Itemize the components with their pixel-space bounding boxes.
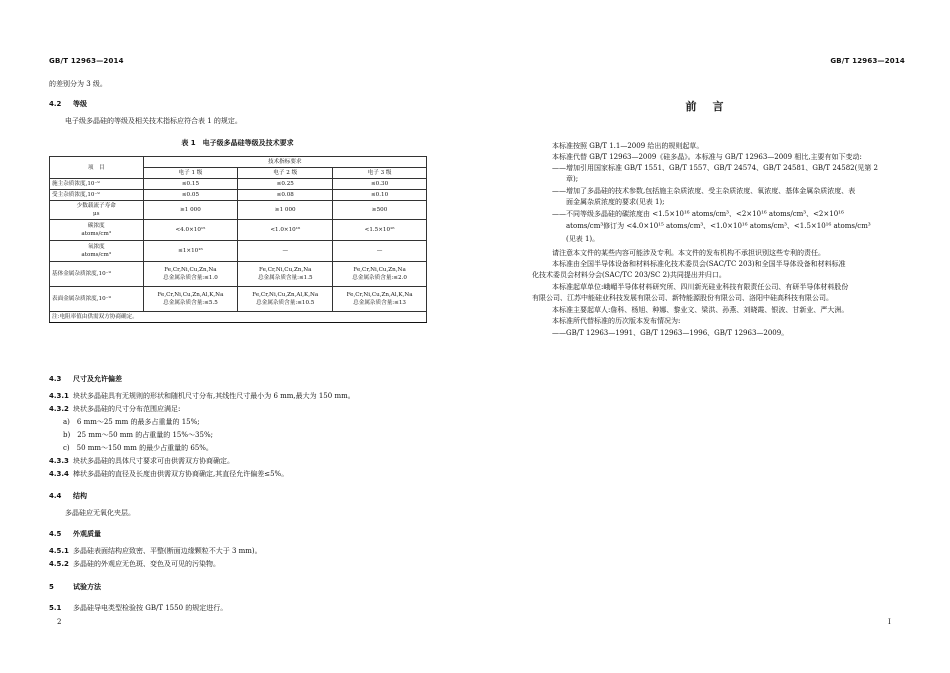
table-row	[50, 262, 427, 287]
foreword-line: ——不同等级多晶硅的碳浓度由 <1.5×10¹⁶ atoms/cm³、<2×10¹⁶ atoms/cm³、<2×10¹⁶	[552, 210, 844, 218]
row-label: 施主杂质浓度,10⁻⁹	[50, 179, 144, 190]
table-cell: <4.0×10¹⁵	[143, 220, 238, 241]
section-title: 外观质量	[73, 530, 101, 538]
foreword-line: 请注意本文件的某些内容可能涉及专利。本文件的发布机构不承担识别这些专利的责任。	[552, 249, 825, 257]
foreword-line: 有限公司、江苏中能硅业科技发展有限公司、新特能源股份有限公司、洛阳中硅高科技有限公司。	[532, 294, 833, 302]
section-number: 5	[49, 583, 54, 591]
section-number: 4.3	[49, 375, 62, 383]
clause-text: 多晶硅导电类型检验按 GB/T 1550 的规定进行。	[73, 604, 228, 612]
clause-number: 4.3.4	[49, 470, 69, 478]
table-cell: ≥500	[333, 201, 427, 220]
spec-table	[49, 156, 427, 323]
clause-number: 4.3.2	[49, 405, 69, 413]
foreword-line: (见表 1)。	[566, 235, 600, 243]
table-cell: ≤0.08	[238, 190, 333, 201]
table-cell: Fe,Cr,Ni,Cu,Zn,Na 总金属杂质含量:≤2.0	[333, 262, 427, 287]
section-title: 结构	[73, 492, 87, 500]
table-note: 注:电阻率值由供需双方协商确定。	[50, 312, 427, 323]
grade-header: 电子 1 级	[143, 168, 238, 179]
clause-text: 块状多晶硅具有无规则的形状和随机尺寸分布,其线性尺寸最小为 6 mm,最大为 150 mm。	[73, 392, 355, 400]
foreword-line: ——增加引用国家标准 GB/T 1551、GB/T 1557、GB/T 24574、GB/T 24581、GB/T 24582(见第 2	[552, 164, 879, 172]
table-note-row	[50, 312, 427, 323]
table-cell: <1.5×10¹⁶	[333, 220, 427, 241]
clause-number: 4.5.2	[49, 560, 69, 568]
section-number: 4.5	[49, 530, 62, 538]
table-cell: ≤0.15	[143, 179, 238, 190]
list-item-a: a) 6 mm～25 mm 的最多占重量的 15%;	[63, 418, 200, 426]
table-row	[50, 241, 427, 262]
table-cell: ≤0.05	[143, 190, 238, 201]
foreword-line: ——GB/T 12963—1991、GB/T 12963—1996、GB/T 12963—2009。	[552, 329, 789, 337]
table-cell: Fe,Cr,Ni,Cu,Zn,Na 总金属杂质含量:≤1.5	[238, 262, 333, 287]
clause-text: 棒状多晶硅的直径及长度由供需双方协商确定,其直径允许偏差≤5%。	[73, 470, 289, 478]
clause-4-5-2	[49, 560, 220, 569]
clause-4-3-1	[49, 392, 355, 401]
table-row	[50, 220, 427, 241]
clause-4-3-4	[49, 470, 288, 479]
table-cell: Fe,Cr,Ni,Cu,Zn,Al,K,Na 总金属杂质含量:≤5.5	[143, 287, 238, 312]
foreword-line: atoms/cm³修订为 <4.0×10¹⁵ atoms/cm³、<1.0×10¹⁶ atoms/cm³、<1.5×10¹⁶ atoms/cm³	[566, 222, 871, 230]
right-page	[475, 0, 950, 673]
table-cell: Fe,Cr,Ni,Cu,Zn,Na 总金属杂质含量:≤1.0	[143, 262, 238, 287]
foreword-line: 本标准所代替标准的历次版本发布情况为:	[552, 317, 681, 325]
clause-number: 4.3.3	[49, 457, 69, 465]
section-4-3-heading	[49, 374, 122, 384]
section-4-2-text: 电子级多晶硅的等级及相关技术指标应符合表 1 的规定。	[65, 117, 242, 125]
list-item-b: b) 25 mm～50 mm 的占重量的 15%～35%;	[63, 431, 213, 439]
clause-5-1	[49, 604, 227, 613]
left-page-number: 2	[57, 618, 62, 626]
foreword-line: ——增加了多晶硅的技术参数,包括施主杂质浓度、受主杂质浓度、氧浓度、基体金属杂质浓度、表	[552, 187, 856, 195]
foreword-line: 面金属杂质浓度的要求(见表 1);	[566, 198, 665, 206]
table-row	[50, 201, 427, 220]
table-row	[50, 287, 427, 312]
list-item-c: c) 50 mm～150 mm 的最少占重量的 65%。	[63, 444, 213, 452]
table-cell: ≤0.10	[333, 190, 427, 201]
table-row	[50, 179, 427, 190]
section-5-heading	[49, 582, 101, 592]
table-caption: 表 1 电子级多晶硅等级及技术要求	[181, 139, 294, 147]
clause-number: 5.1	[49, 604, 62, 612]
table-cell: Fe,Cr,Ni,Cu,Zn,Al,K,Na 总金属杂质含量:≤13	[333, 287, 427, 312]
foreword-line: 本标准按照 GB/T 1.1—2009 给出的规则起草。	[552, 142, 704, 150]
section-number: 4.2	[49, 100, 62, 108]
table-cell: <1.0×10¹⁶	[238, 220, 333, 241]
section-number: 4.4	[49, 492, 62, 500]
clause-4-3-2	[49, 405, 180, 414]
section-4-4-heading	[49, 491, 87, 501]
section-4-4-text: 多晶硅应无氧化夹层。	[65, 509, 135, 517]
foreword-title: 前言	[685, 100, 740, 113]
clause-text: 多晶硅的外观应无色斑、变色及可见的污染物。	[73, 560, 220, 568]
foreword-line: 本标准代替 GB/T 12963—2009《硅多晶》。本标准与 GB/T 12963—2009 相比,主要有如下变动:	[552, 153, 862, 161]
col-group-header: 技术指标要求	[143, 157, 426, 168]
col-item-header: 项 目	[50, 157, 144, 179]
table-cell: ≥1 000	[143, 201, 238, 220]
clause-4-3-3	[49, 457, 234, 466]
table-cell: —	[333, 241, 427, 262]
table-header-row	[50, 157, 427, 168]
clause-text: 多晶硅表面结构应致密、平整(断面边缘颗粒不大于 3 mm)。	[73, 547, 262, 555]
section-title: 试验方法	[73, 583, 101, 591]
table-cell: —	[238, 241, 333, 262]
row-label: 氧浓度 atoms/cm³	[50, 241, 144, 262]
grade-header: 电子 2 级	[238, 168, 333, 179]
clause-number: 4.3.1	[49, 392, 69, 400]
table-cell: ≤0.30	[333, 179, 427, 190]
foreword-line: 本标准起草单位:峨嵋半导体材料研究所、四川新光硅业科技有限责任公司、有研半导体材料股份	[552, 283, 849, 291]
right-page-header: GB/T 12963—2014	[830, 57, 905, 65]
clause-4-5-1	[49, 547, 262, 556]
table-cell: ≤1×10¹⁶	[143, 241, 238, 262]
table-row	[50, 190, 427, 201]
foreword-line: 本标准主要起草人:詹科、杨旭、种娜、黎业文、梁洪、孙燕、刘晓霞、银波、甘新业、严大洲。	[552, 306, 849, 314]
section-4-5-heading	[49, 529, 101, 539]
row-label: 基体金属杂质浓度,10⁻⁹	[50, 262, 144, 287]
table-cell: ≥1 000	[238, 201, 333, 220]
foreword-line: 化技术委员会材料分会(SAC/TC 203/SC 2)共同提出并归口。	[532, 271, 726, 279]
section-title: 等级	[73, 100, 87, 108]
table-cell: ≤0.25	[238, 179, 333, 190]
clause-text: 块状多晶硅的具体尺寸要求可由供需双方协商确定。	[73, 457, 234, 465]
section-title: 尺寸及允许偏差	[73, 375, 122, 383]
row-label: 碳浓度 atoms/cm³	[50, 220, 144, 241]
left-page-header: GB/T 12963—2014	[49, 57, 124, 65]
grade-header: 电子 3 级	[333, 168, 427, 179]
right-page-number: I	[888, 618, 891, 626]
clause-text: 块状多晶硅的尺寸分布范围应满足:	[73, 405, 181, 413]
lead-line: 的差别分为 3 级。	[49, 80, 107, 88]
clause-number: 4.5.1	[49, 547, 69, 555]
foreword-line: 章);	[566, 175, 579, 183]
row-label: 表面金属杂质浓度,10⁻⁹	[50, 287, 144, 312]
row-label: 受主杂质浓度,10⁻⁹	[50, 190, 144, 201]
section-4-2-heading	[49, 99, 87, 109]
foreword-line: 本标准由全国半导体设备和材料标准化技术委员会(SAC/TC 203)和全国半导体设备和材料标准	[552, 260, 846, 268]
table-cell: Fe,Cr,Ni,Cu,Zn,Al,K,Na 总金属杂质含量:≤10.5	[238, 287, 333, 312]
row-label: 少数载流子寿命 μs	[50, 201, 144, 220]
